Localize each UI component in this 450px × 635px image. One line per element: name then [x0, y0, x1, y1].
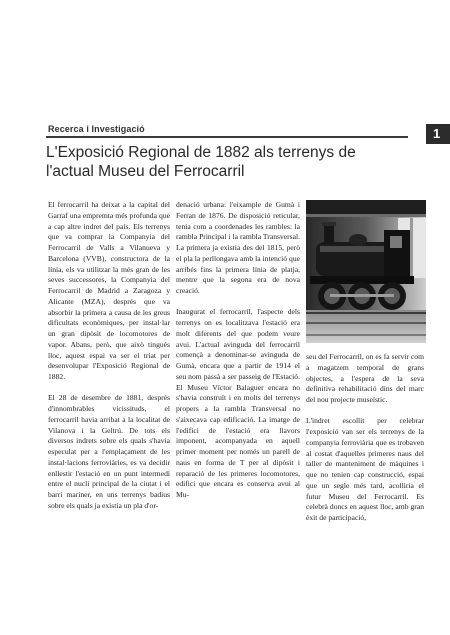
header-rule [46, 136, 408, 138]
column-1 [48, 200, 170, 522]
paragraph: denació urbana: l'eixample de Gumà i Ferran de 1876. De disposició reticular, tenia com a coordenades les rambles: la rambla Principal i la rambla Transversal. La primera ja existia des del 1815, però el pla la perllongava amb la intenció que arribés fins la primera línia de platja, mentre que la segona era de nova creació. [176, 200, 300, 295]
paragraph: seu del Ferrocarril, on es fa servir com a magatzem temporal de grans objectes, a l'espera de la seva definitiva rehabilitació dins del marc del nou projecte museístic. [306, 352, 424, 404]
locomotive-photo [306, 200, 426, 343]
column-3 [306, 352, 424, 534]
paragraph: Inaugurat el ferrocarril, l'aspecte dels terrenys on es localitzava l'estació era molt diferents del que podem veure avui. L'actual avinguda del ferrocarril començà a denominar-se avinguda de Gumà, encara que a partir de 1914 el seu nom passà a ser passeig de l'Estació. El Museu Víctor Balaguer encara no s'havia construït i en molts del terrenys propers a la rambla Transversal no s'aixecava cap edificació. La imatge de l'edifici de l'estació era llavors imponent, acompanyada en aquell primer moment per només un parell de naus en forma de T per al dipòsit i reparació de les primeres locomotores, edifici que encara es conserva avui al Mu- [176, 307, 300, 500]
page-number-tab: 1 [426, 124, 450, 144]
section-label: Recerca i Investigació [48, 124, 145, 134]
column-2 [176, 200, 300, 511]
paragraph: El ferrocarril ha deixat a la capital del Garraf una empremta més profunda que a cap altre indret del país. Els terrenys que va comprar la Companyia del Ferrocarril de Valls a Vilanueva y Barcelona (VVB), constructora de la línia, els va utilitzar la més gran de les seves successores, la Companyia del Ferrocarril de Madrid a Zaragoza y Alicante (MZA), després que va absorbir la primera a causa de les greus dificultats econòmiques, per instal·lar un gran dipòsit de locomotores de vapor. Abans, però, que això tingués lloc, aquest espai va ser el triat per desenvolupar l'Exposició Regional de 1882. [48, 200, 170, 381]
paragraph: L'indret escollit per celebrar l'exposició van ser els terrenys de la companyia ferroviària que es trobaven al costat d'aquelles primeres naus del taller de manteniment de màquines i que no tenien cap construcció, espai que un segle més tard, acolliria el futur Museu del Ferrocarril. Es celebrà doncs en aquest lloc, amb gran èxit de participació, [306, 416, 424, 523]
steam-locomotive-photo-icon [306, 200, 426, 343]
article-title: L'Exposició Regional de 1882 als terrenys de l'actual Museu del Ferrocarril [46, 144, 356, 180]
paragraph: El 28 de desembre de 1881, després d'innombrables vicissituds, el ferrocarril havia arribat a la localitat de Vilanova i la Geltrú. De tots els diversos indrets sobre els quals s'havia especulat per a l'emplaçament de les instal·lacions ferroviàries, es va decidir enllestir l'estació en un punt intermedi entre el nucli principal de la ciutat i el barri mariner, en uns terrenys badius sobre els quals ja existia un pla d'or- [48, 393, 170, 510]
